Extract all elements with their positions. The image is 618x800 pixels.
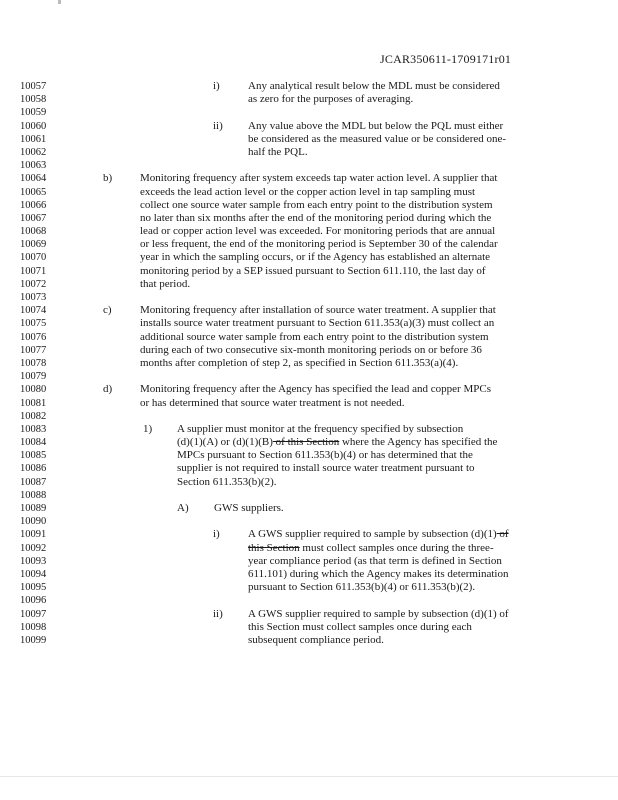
item-text: Any value above the MDL but below the PQL must either bbox=[248, 119, 504, 132]
line-number: 10084 bbox=[20, 437, 47, 449]
text-line bbox=[0, 542, 618, 555]
item-label: ii) bbox=[213, 119, 223, 132]
line-number: 10071 bbox=[20, 265, 47, 277]
text-line bbox=[0, 397, 618, 410]
document-body bbox=[0, 80, 618, 647]
text-run: A GWS supplier required to sample by subsection (d)(1) bbox=[248, 528, 497, 541]
item-text: this Section must collect samples once during each bbox=[248, 620, 472, 633]
item-text: year in which the sampling occurs, or if the Agency has established an alternate bbox=[140, 251, 491, 264]
item-text: exceeds the lead action level or the copper action level in tap sampling must bbox=[140, 185, 476, 198]
item-text: collect one source water sample from each entry point to the distribution system bbox=[140, 198, 493, 211]
item-text: lead or copper action level was exceeded. For monitoring periods that are annual bbox=[140, 225, 496, 238]
item-label: ii) bbox=[213, 607, 223, 620]
text-line bbox=[0, 212, 618, 225]
text-line bbox=[0, 80, 618, 93]
item-text: Monitoring frequency after installation of source water treatment. A supplier that bbox=[140, 304, 496, 317]
text-line bbox=[0, 304, 618, 317]
line-number: 10096 bbox=[20, 595, 47, 607]
text-line bbox=[0, 251, 618, 264]
line-number: 10088 bbox=[20, 489, 47, 501]
text-run: where the Agency has specified the bbox=[339, 436, 498, 449]
text-line bbox=[0, 476, 618, 489]
item-text: 611.101) during which the Agency makes its determination bbox=[248, 567, 509, 580]
item-text: no later than six months after the end of the monitoring period during which the bbox=[140, 211, 492, 224]
item-text: subsequent compliance period. bbox=[248, 633, 384, 646]
line-number: 10079 bbox=[20, 371, 47, 383]
blank-line bbox=[0, 291, 618, 304]
line-number: 10059 bbox=[20, 107, 47, 119]
line-number: 10069 bbox=[20, 239, 47, 251]
line-number: 10076 bbox=[20, 331, 47, 343]
text-run: must collect samples once during the three- bbox=[299, 541, 494, 554]
text-line bbox=[0, 581, 618, 594]
blank-line bbox=[0, 106, 618, 119]
line-number: 10099 bbox=[20, 634, 47, 646]
text-line bbox=[0, 199, 618, 212]
line-number: 10075 bbox=[20, 318, 47, 330]
line-number: 10080 bbox=[20, 384, 47, 396]
text-line bbox=[0, 133, 618, 146]
line-number: 10077 bbox=[20, 344, 47, 356]
item-text: supplier is not required to install source water treatment pursuant to bbox=[177, 462, 475, 475]
text-line bbox=[0, 317, 618, 330]
line-number: 10074 bbox=[20, 305, 47, 317]
text-line bbox=[0, 462, 618, 475]
line-number: 10083 bbox=[20, 423, 47, 435]
item-text bbox=[248, 528, 509, 541]
text-line bbox=[0, 449, 618, 462]
text-line bbox=[0, 608, 618, 621]
line-number: 10095 bbox=[20, 582, 47, 594]
blank-line bbox=[0, 515, 618, 528]
item-label: i) bbox=[213, 80, 220, 92]
line-number: 10082 bbox=[20, 410, 47, 422]
text-line bbox=[0, 278, 618, 291]
line-number: 10066 bbox=[20, 199, 47, 211]
item-label: i) bbox=[213, 528, 220, 541]
blank-line bbox=[0, 594, 618, 607]
blank-line bbox=[0, 410, 618, 423]
item-text: or has determined that source water treatment is not needed. bbox=[140, 396, 405, 409]
line-number: 10068 bbox=[20, 226, 47, 238]
text-line bbox=[0, 423, 618, 436]
text-line bbox=[0, 502, 618, 515]
scan-mark bbox=[58, 0, 61, 4]
line-number: 10064 bbox=[20, 173, 47, 185]
text-line bbox=[0, 357, 618, 370]
item-label: d) bbox=[103, 383, 113, 396]
line-number: 10081 bbox=[20, 397, 47, 409]
line-number: 10097 bbox=[20, 608, 47, 620]
line-number: 10063 bbox=[20, 160, 47, 172]
line-number: 10070 bbox=[20, 252, 47, 264]
item-text: GWS suppliers. bbox=[214, 502, 284, 514]
line-number: 10090 bbox=[20, 516, 47, 528]
line-number: 10098 bbox=[20, 621, 47, 633]
item-text: as zero for the purposes of averaging. bbox=[248, 93, 414, 106]
item-label: A) bbox=[177, 502, 189, 514]
item-text: that period. bbox=[140, 277, 191, 290]
item-label: b) bbox=[103, 172, 113, 185]
item-text: A supplier must monitor at the frequency specified by subsection bbox=[177, 422, 464, 435]
item-text: Monitoring frequency after the Agency has specified the lead and copper MPCs bbox=[140, 383, 491, 396]
item-label: 1) bbox=[143, 422, 153, 435]
document-code: JCAR350611-1709171r01 bbox=[380, 52, 512, 66]
text-line bbox=[0, 568, 618, 581]
text-line bbox=[0, 93, 618, 106]
item-text: half the PQL. bbox=[248, 145, 308, 158]
line-number: 10089 bbox=[20, 503, 47, 514]
text-line bbox=[0, 383, 618, 396]
item-text: MPCs pursuant to Section 611.353(b)(4) or has determined that the bbox=[177, 449, 473, 462]
item-text bbox=[177, 436, 497, 449]
item-text: or less frequent, the end of the monitoring period is September 30 of the calendar bbox=[140, 238, 498, 251]
text-line bbox=[0, 265, 618, 278]
item-text: monitoring period by a SEP issued pursuant to Section 611.110, the last day of bbox=[140, 264, 486, 277]
item-text: Any analytical result below the MDL must be considered bbox=[248, 80, 500, 92]
item-text: Section 611.353(b)(2). bbox=[177, 475, 277, 488]
text-line bbox=[0, 172, 618, 185]
line-number: 10065 bbox=[20, 186, 47, 198]
line-number: 10072 bbox=[20, 278, 47, 290]
line-number: 10061 bbox=[20, 133, 47, 145]
blank-line bbox=[0, 489, 618, 502]
item-text: installs source water treatment pursuant to Section 611.353(a)(3) must collect an bbox=[140, 317, 495, 330]
line-number: 10091 bbox=[20, 529, 47, 541]
line-number: 10057 bbox=[20, 81, 47, 92]
item-text: pursuant to Section 611.353(b)(4) or 611.353(b)(2). bbox=[248, 581, 476, 594]
page-bottom-edge bbox=[0, 776, 618, 777]
text-line bbox=[0, 528, 618, 541]
line-number: 10060 bbox=[20, 120, 47, 132]
text-line bbox=[0, 621, 618, 634]
text-line bbox=[0, 555, 618, 568]
text-line bbox=[0, 146, 618, 159]
text-line bbox=[0, 238, 618, 251]
blank-line bbox=[0, 370, 618, 383]
line-number: 10078 bbox=[20, 357, 47, 369]
deleted-text: of this Section bbox=[272, 436, 340, 449]
line-number: 10073 bbox=[20, 292, 47, 303]
item-text: A GWS supplier required to sample by subsection (d)(1) of bbox=[248, 607, 509, 620]
item-text: months after completion of step 2, as specified in Section 611.353(a)(4). bbox=[140, 356, 459, 369]
item-text: Monitoring frequency after system exceeds tap water action level. A supplier that bbox=[140, 172, 498, 185]
text-line bbox=[0, 186, 618, 199]
blank-line bbox=[0, 159, 618, 172]
item-text: be considered as the measured value or be considered one- bbox=[248, 132, 507, 145]
line-number: 10094 bbox=[20, 568, 47, 580]
text-line bbox=[0, 634, 618, 647]
text-line bbox=[0, 331, 618, 344]
item-label: c) bbox=[103, 304, 112, 317]
item-text: year compliance period (as that term is defined in Section bbox=[248, 554, 502, 567]
item-text bbox=[248, 542, 494, 555]
deleted-text: this Section bbox=[248, 541, 300, 554]
line-number: 10062 bbox=[20, 146, 47, 158]
text-line bbox=[0, 436, 618, 449]
text-line bbox=[0, 120, 618, 133]
text-run: (d)(1)(A) or (d)(1)(B) bbox=[177, 436, 273, 449]
line-number: 10093 bbox=[20, 555, 47, 567]
item-text: additional source water sample from each entry point to the distribution system bbox=[140, 330, 489, 343]
line-number: 10087 bbox=[20, 476, 47, 488]
line-number: 10058 bbox=[20, 94, 47, 106]
deleted-text: of bbox=[496, 528, 509, 541]
text-line bbox=[0, 344, 618, 357]
line-number: 10067 bbox=[20, 212, 47, 224]
line-number: 10092 bbox=[20, 542, 47, 554]
line-number: 10085 bbox=[20, 450, 47, 462]
text-line bbox=[0, 225, 618, 238]
item-text: during each of two consecutive six-month monitoring periods on or before 36 bbox=[140, 343, 482, 356]
line-number: 10086 bbox=[20, 463, 47, 475]
